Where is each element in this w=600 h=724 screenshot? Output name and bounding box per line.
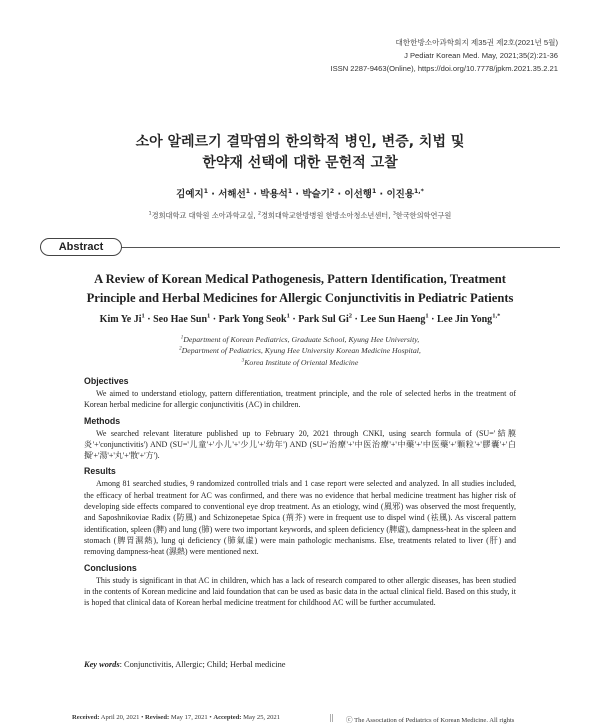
abstract-sections (84, 376, 516, 613)
author-affiliation-mark: 1 (207, 312, 211, 320)
affiliation-mark: 2 (179, 345, 182, 352)
english-affiliations (0, 334, 600, 368)
section-text: Among 81 searched studies, 9 randomized controlled trials and 1 case report were selected and analyzed. In all studies included, the efficacy of herbal treatment for AC was confirmed, and there was no evidence that herbal medicine treatment has higher risk of developing side effects compared to conventional eye drop treatment. As an etiology, wind (風邪) was observed the most frequently, and Saposhnikoviae Radix (防風) and Schizonepetae Spica (荊芥) were in frequent use to dispel wind (祛風). As visceral pattern identification, spleen (脾) and lung (肺) were two important keywords, and spleen deficiency (脾虛), dampness-heat in the spleen and stomach (脾胃濕熱), lung qi deficiency (肺氣虛) were main pathologic mechanisms. Else, treatments related to liver (肝) and removing dampness-heat (濕熱) were mentioned next. (84, 479, 516, 557)
section-text: This study is significant in that AC in children, which has a lack of research compared to other allergic diseases, has been studied in the contents of Korean medicine and laid foundation that can be used as basic data in the actual clinical field. Based on this study, it is hoped that clinical data of Korean herbal medicine treatment for childhood AC will be further accumulated. (84, 575, 516, 608)
korean-title-line2: 한약재 선택에 대한 문헌적 고찰 (202, 155, 398, 171)
author-name: Park Yong Seok (218, 314, 287, 325)
section-heading: Objectives (84, 376, 129, 386)
affiliation-mark: 3 (392, 211, 396, 217)
author-affiliation-mark: 1 (245, 187, 251, 195)
section-heading: Methods (84, 415, 121, 426)
revised-date: May 17, 2021 (170, 714, 208, 721)
keywords: Key words: Conjunctivitis, Allergic; Child; Herbal medicine (84, 660, 286, 669)
author-affiliation-mark: 1 (287, 187, 293, 195)
footer-separator: || (330, 713, 334, 722)
author-name: 이선행 (344, 189, 372, 200)
author-affiliation-mark: 1 (141, 312, 145, 320)
received-date: April 20, 2021 (100, 714, 140, 721)
affiliation-text: Department of Pediatrics, Kyung Hee University Korean Medicine Hospital, (181, 346, 421, 356)
author-affiliation-mark: 1,* (414, 187, 424, 195)
affiliation-text: Korea Institute of Oriental Medicine (244, 357, 359, 367)
english-title-line2: Principle and Herbal Medicines for Allergic Conjunctivitis in Pediatric Patients (86, 291, 514, 305)
author-name: 이진용 (386, 189, 414, 200)
author-name: Park Sul Gi (298, 314, 349, 325)
section-text: We searched relevant literature published up to February 20, 2021 through CNKI, using search formula of (SU='結膜炎'+'conjunctivitis') AND (SU='儿童'+'小儿'+'少儿'+'幼年') AND (SU='治療'+'中医治療'+'中藥'+'中医藥'+'顆粒'+'膠囊'+'白擬'+'湯'+'丸'+'散'+'方'). (84, 428, 516, 461)
affiliation-line (0, 345, 600, 356)
author-affiliation-mark: 1 (286, 312, 290, 320)
page-footer (0, 714, 600, 724)
author-affiliation-mark: 1,* (492, 312, 501, 320)
abstract-label: Abstract (40, 238, 122, 256)
affiliation-line (0, 357, 600, 368)
affiliation-mark: 2 (257, 211, 261, 217)
section-methods (84, 416, 516, 462)
author-name: Kim Ye Ji (99, 314, 142, 325)
author-name: Seo Hae Sun (153, 314, 208, 325)
korean-title (0, 132, 600, 174)
english-title (40, 270, 560, 308)
author-affiliation-mark: 1 (203, 187, 208, 195)
author-name: 박슬기 (302, 189, 330, 200)
journal-header (330, 36, 558, 75)
accepted-date: May 25, 2021 (243, 714, 280, 721)
korean-title-line1: 소아 알레르기 결막염의 한의학적 병인, 변증, 치법 및 (135, 134, 465, 150)
author-name: 김예지 (176, 189, 204, 200)
section-heading: Conclusions (84, 562, 137, 573)
korean-affiliations (0, 211, 600, 221)
affiliation-text: 경희대학교 대학원 소아과학교실, (151, 211, 256, 220)
affiliation-text: 경희대학교한방병원 한방소아청소년센터, (260, 211, 391, 220)
section-heading: Results (84, 466, 116, 477)
journal-citation: J Pediatr Korean Med. May, 2021;35(2):21-36 (404, 51, 558, 60)
affiliation-text: 한국한의학연구원 (395, 211, 452, 220)
affiliation-mark: 3 (241, 357, 245, 363)
received-label: Received: (72, 714, 100, 721)
section-conclusions (84, 563, 516, 609)
affiliation-mark: 1 (148, 211, 152, 217)
revised-label: Revised: (145, 714, 170, 721)
accepted-label: Accepted: (213, 714, 242, 721)
english-title-line1: A Review of Korean Medical Pathogenesis, Pattern Identification, Treatment (94, 272, 506, 286)
section-text: We aimed to understand etiology, pattern differentiation, treatment principle, and the role of selected herbs in the treatment of Korean herbal medicine for allergic conjunctivitis (AC) in children. (84, 389, 516, 410)
author-name: Lee Sun Haeng (360, 314, 426, 325)
english-authors: Kim Ye $Ji^1$ · Seo Hae Sun$^1$ · Park Yong Seok$^1$ · Park Sul $Gi^2$ · Lee Sun Haeng$^1$ · Lee Jin Yong$^{1,*}$ (99, 312, 501, 325)
keywords-label: Key words (84, 660, 120, 669)
footer-copyright: ⓒ The Association of Pediatrics of Korean Medicine. All rights (346, 717, 515, 724)
section-objectives (84, 376, 516, 411)
footer-dates: Received: April 20, 2021 • Revised: May 17, 2021 • Accepted: May 25, 2021 (72, 714, 280, 721)
affiliation-text: Department of Korean Pediatrics, Graduate School, Kyung Hee University, (183, 335, 420, 344)
journal-name-ko: 대한한방소아과학회지 제35권 제2호(2021년 5월) (395, 38, 558, 47)
author-name: Lee Jin Yong (436, 314, 493, 325)
keywords-text: Conjunctivitis, Allergic; Child; Herbal medicine (124, 660, 286, 669)
affiliation-line (0, 334, 600, 345)
section-results (84, 466, 516, 557)
author-affiliation-mark: 2 (329, 187, 335, 195)
author-affiliation-mark: 1 (425, 312, 429, 320)
author-name: 서해선 (218, 189, 246, 200)
author-name: 박용석 (260, 189, 288, 200)
korean-authors: 김예지$^1$ · 서해선$^1$ · 박용석$^1$ · 박슬기$^2$ · 이선행$^1$ · 이진용$^{1,*}$ (176, 187, 424, 200)
author-affiliation-mark: 1 (371, 187, 377, 195)
author-affiliation-mark: 2 (348, 312, 353, 320)
affiliation-mark: 1 (180, 334, 184, 341)
journal-issn-doi: ISSN 2287-9463(Online), https://doi.org/10.7778/jpkm.2021.35.2.21 (330, 64, 558, 73)
